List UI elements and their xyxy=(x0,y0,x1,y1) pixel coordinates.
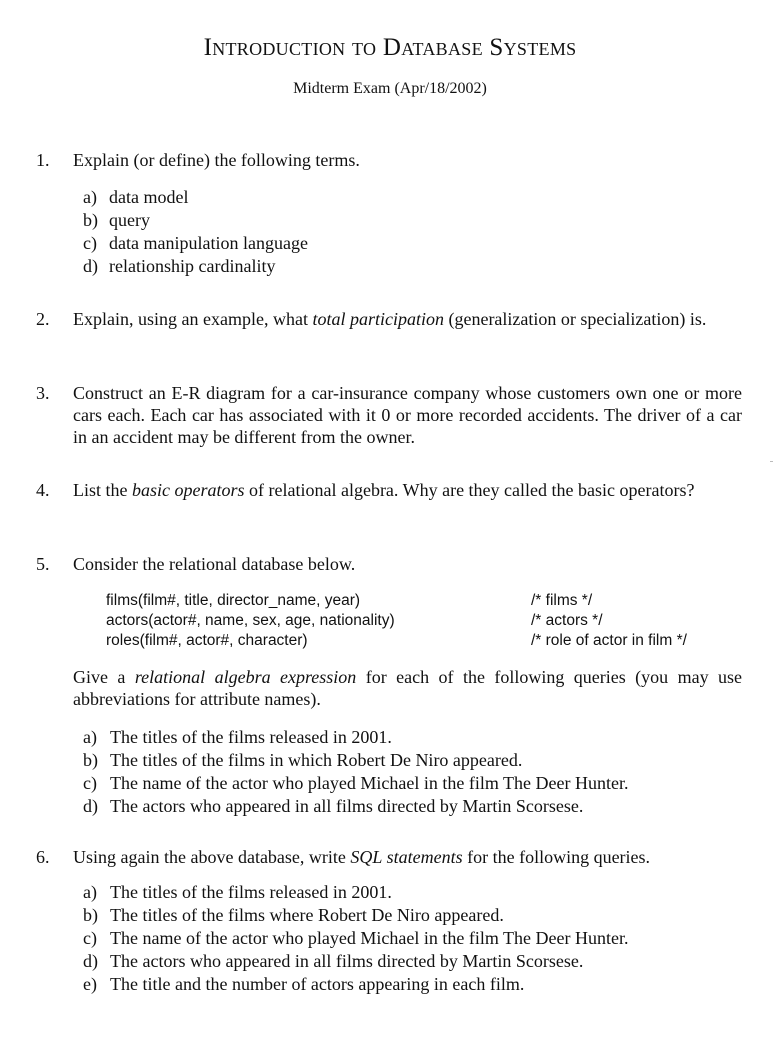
question-6-list xyxy=(83,881,743,996)
question-5-list xyxy=(83,726,743,818)
question-number: 6. xyxy=(36,847,50,867)
schema-relation: roles(film#, actor#, character) xyxy=(106,632,308,649)
schema-comments xyxy=(531,591,687,651)
question-number: 1. xyxy=(36,150,50,170)
page-title: Introduction to Database Systems xyxy=(203,34,577,61)
list-item: e) The title and the number of actors appearing in each film. xyxy=(83,974,525,994)
question-number: 2. xyxy=(36,309,50,329)
schema-relations xyxy=(106,591,395,651)
exam-subtitle: Midterm Exam (Apr/18/2002) xyxy=(293,80,487,97)
list-item: a) The titles of the films released in 2001. xyxy=(83,882,392,902)
question-text: Give a relational algebra expression for each of the following queries (you may use abbreviations for attribute names). xyxy=(73,667,742,709)
schema-comment: /* films */ xyxy=(531,592,593,609)
question-number: 4. xyxy=(36,480,50,500)
list-item: b) The titles of the films in which Robert De Niro appeared. xyxy=(83,750,523,770)
list-item: a) The titles of the films released in 2001. xyxy=(83,727,392,747)
list-item: a) data model xyxy=(83,187,189,207)
list-item: d) The actors who appeared in all films directed by Martin Scorsese. xyxy=(83,796,584,816)
emphasis: basic operators xyxy=(132,480,245,500)
question-1-list xyxy=(83,186,743,278)
question-text: List the basic operators of relational algebra. Why are they called the basic operators? xyxy=(73,480,695,500)
schema-relation: films(film#, title, director_name, year) xyxy=(106,592,361,609)
list-item: c) The name of the actor who played Michael in the film The Deer Hunter. xyxy=(83,928,629,948)
emphasis: relational algebra expression xyxy=(134,667,357,687)
question-text: Explain (or define) the following terms. xyxy=(73,150,360,170)
question-text: Explain, using an example, what total participation (generalization or specialization) is. xyxy=(73,309,707,329)
emphasis: total participation xyxy=(312,309,444,329)
list-item: c) The name of the actor who played Michael in the film The Deer Hunter. xyxy=(83,773,629,793)
emphasis: SQL statements xyxy=(350,847,463,867)
question-text: Using again the above database, write SQL statements for the following queries. xyxy=(73,847,651,867)
schema-comment: /* actors */ xyxy=(531,612,603,629)
question-number: 5. xyxy=(36,554,50,574)
question-number: 3. xyxy=(36,383,50,403)
list-item: b) query xyxy=(83,210,150,230)
question-text: Construct an E-R diagram for a car-insurance company whose customers own one or more cars each. Each car has associated with it 0 or more recorded accidents. The driver of a car in an accident may be different from the owner. xyxy=(73,383,742,447)
list-item: c) data manipulation language xyxy=(83,233,308,253)
question-text: Consider the relational database below. xyxy=(73,554,356,574)
schema-comment: /* role of actor in film */ xyxy=(531,632,687,649)
list-item: b) The titles of the films where Robert De Niro appeared. xyxy=(83,905,504,925)
list-item: d) The actors who appeared in all films directed by Martin Scorsese. xyxy=(83,951,584,971)
list-item: d) relationship cardinality xyxy=(83,256,276,276)
schema-relation: actors(actor#, name, sex, age, nationality) xyxy=(106,612,395,629)
scan-mark xyxy=(770,461,773,462)
